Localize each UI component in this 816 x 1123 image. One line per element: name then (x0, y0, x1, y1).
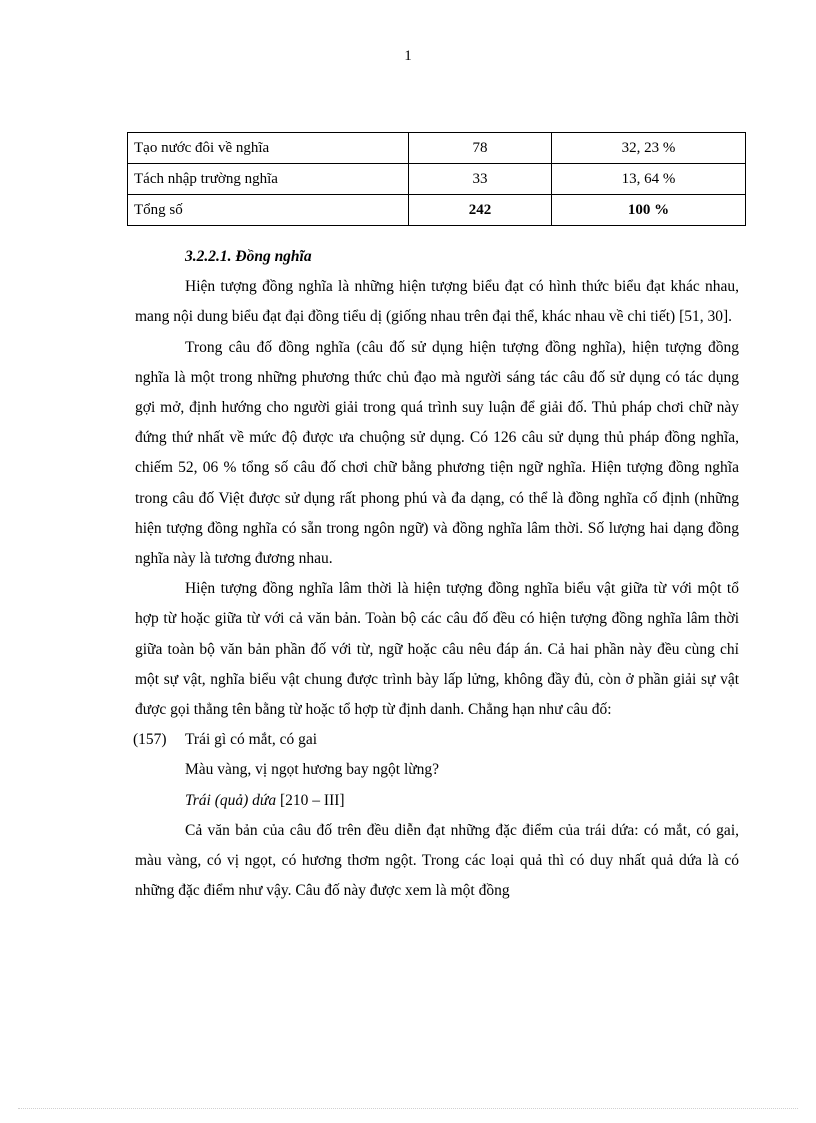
table-cell-percent: 13, 64 % (552, 164, 746, 195)
table-cell-count: 33 (409, 164, 552, 195)
paragraph: Hiện tượng đồng nghĩa là những hiện tượng biểu đạt có hình thức biểu đạt khác nhau, mang nội dung biểu đạt đại đồng tiểu dị (giống nhau trên đại thể, khác nhau về chi tiết) [51, 30]. (135, 278, 739, 326)
example-line (133, 725, 739, 755)
table-cell-count: 242 (409, 195, 552, 226)
table-cell-label: Tách nhập trường nghĩa (128, 164, 409, 195)
table-row (128, 133, 746, 164)
paragraph: Cả văn bản của câu đố trên đều diễn đạt những đặc điểm của trái dứa: có mắt, có gai, màu vàng, có vị ngọt, có hương thơm ngột. Trong các loại quả thì có duy nhất quả dứa là có những đặc điểm như vậy. Câu đố này được xem là một đồng (135, 821, 739, 900)
table-cell-label: Tổng số (128, 195, 409, 226)
table-row-total (128, 195, 746, 226)
table-cell-percent: 32, 23 % (552, 133, 746, 164)
example-source: [210 – III] (280, 791, 345, 809)
example-answer: Trái (quả) dứa (185, 791, 277, 809)
document-body (135, 242, 739, 906)
paragraph: Hiện tượng đồng nghĩa lâm thời là hiện tượng đồng nghĩa biểu vật giữa từ với một tổ hợp từ hoặc giữa từ với cả văn bản. Toàn bộ các câu đố đều có hiện tượng đồng nghĩa lâm thời giữa toàn bộ văn bản phần đố với từ, ngữ hoặc câu nêu đáp án. Cả hai phần này đều cùng chỉ một sự vật, nghĩa biểu vật chung được trình bày lấp lửng, không đầy đủ, còn ở phần giải sự vật được gọi thẳng tên bằng từ hoặc tổ hợp từ định danh. Chẳng hạn như câu đố: (135, 580, 739, 719)
section-heading: 3.2.2.1. Đồng nghĩa (185, 248, 312, 265)
page-number: 1 (404, 48, 412, 64)
statistics-table (127, 132, 746, 226)
example-text: Trái gì có mắt, có gai (185, 731, 318, 749)
example-number: (157) (133, 731, 167, 749)
example-line: Màu vàng, vị ngọt hương bay ngột lừng? (185, 761, 440, 779)
page-bottom-divider (18, 1108, 798, 1109)
paragraph: Trong câu đố đồng nghĩa (câu đố sử dụng hiện tượng đồng nghĩa), hiện tượng đồng nghĩa là một trong những phương thức chủ đạo mà người sáng tác câu đố sử dụng có tác dụng gợi mở, định hướng cho người giải trong quá trình suy luận để giải đố. Thủ pháp chơi chữ này đứng thứ nhất về mức độ được ưa chuộng sử dụng. Có 126 câu sử dụng thủ pháp đồng nghĩa, chiếm 52, 06 % tổng số câu đố chơi chữ bằng phương tiện ngữ nghĩa. Hiện tượng đồng nghĩa trong câu đố Việt được sử dụng rất phong phú và đa dạng, có thể là đồng nghĩa cố định (những hiện tượng đồng nghĩa có sẵn trong ngôn ngữ) và đồng nghĩa lâm thời. Số lượng hai dạng đồng nghĩa này là tương đương nhau. (135, 338, 739, 568)
table-row (128, 164, 746, 195)
table-cell-label: Tạo nước đôi về nghĩa (128, 133, 409, 164)
table-cell-percent: 100 % (552, 195, 746, 226)
example-answer-line (185, 786, 739, 816)
table-cell-count: 78 (409, 133, 552, 164)
